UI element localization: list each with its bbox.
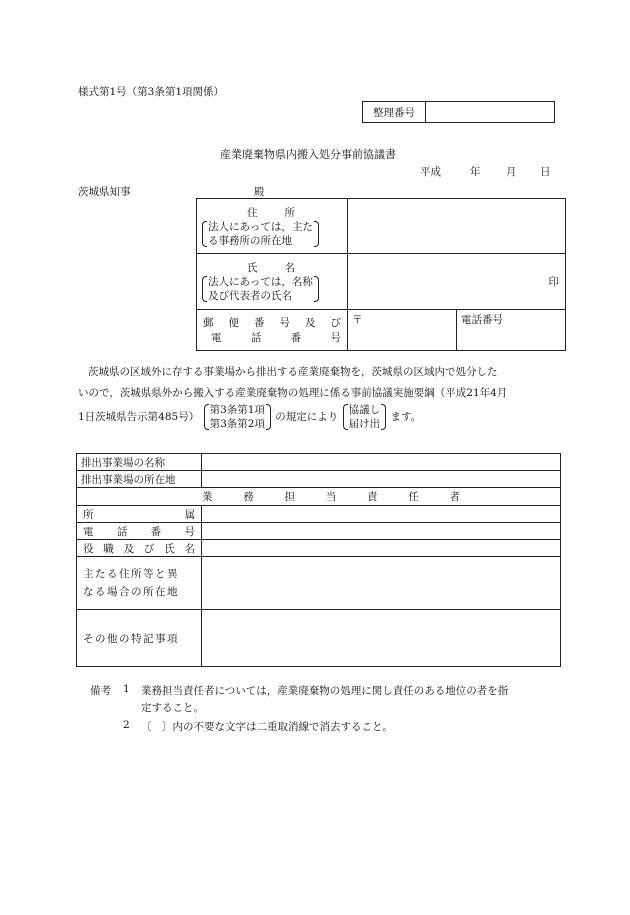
manager-header: 業 務 担 当 責 任 者	[77, 488, 561, 506]
body-line-2: いので，茨城県県外から搬入する産業廃棄物の処理に係る事前協議実施要綱（平成21年4月	[78, 387, 508, 399]
name-note: 法人にあっては，名称 及び代表者の氏名	[201, 275, 320, 303]
note-2-number: 2	[123, 719, 130, 731]
procedure-option[interactable]: 協議し 届け出	[342, 403, 388, 431]
postal-mark: 〒	[352, 314, 363, 326]
manager-phone-label: 電 話 番 号	[77, 523, 202, 540]
postal-label-cell	[197, 310, 348, 351]
reference-number-label: 整理番号	[363, 102, 426, 123]
alt-address-field[interactable]	[202, 557, 561, 610]
site-name-field[interactable]	[202, 454, 561, 471]
address-note: 法人にあっては，主た る事務所の所在地	[201, 220, 320, 248]
applicant-table	[196, 198, 566, 351]
date-month-field[interactable]: 月	[506, 166, 517, 178]
manager-phone-field[interactable]	[202, 523, 561, 540]
reference-number-box	[362, 101, 555, 123]
other-notes-field[interactable]	[202, 610, 561, 667]
name-label: 氏 名	[247, 262, 297, 274]
note-1-line-2: 定すること。	[141, 702, 204, 714]
note-2-text: 〔 〕内の不要な文字は二重取消線で消去すること。	[141, 721, 393, 733]
date-year-field[interactable]: 年	[470, 166, 481, 178]
affiliation-label: 所 属	[77, 506, 202, 523]
document-title: 産業廃棄物県内搬入処分事前協議書	[220, 148, 396, 161]
form-number: 様式第1号（第3条第1項関係）	[78, 86, 225, 98]
details-table	[76, 453, 561, 667]
date-day-field[interactable]: 日	[540, 166, 551, 178]
postal-code-field[interactable]	[348, 310, 457, 351]
site-name-label: 排出事業場の名称	[77, 454, 202, 471]
site-address-label: 排出事業場の所在地	[77, 471, 202, 488]
site-address-field[interactable]	[202, 471, 561, 488]
article-option[interactable]: 第3条第1項 第3条第2項	[203, 403, 272, 431]
alt-address-label: 主たる住所等と異 なる場合の所在地	[77, 557, 202, 610]
reference-number-field[interactable]	[426, 102, 555, 123]
name-field[interactable]	[348, 254, 566, 310]
note-1-line-1: 業務担当責任者については，産業廃棄物の処理に関し責任のある地位の者を指	[141, 685, 509, 697]
phone-label: 電話番号	[461, 314, 503, 326]
addressee-honorific: 殿	[254, 186, 265, 198]
position-field[interactable]	[202, 540, 561, 557]
note-1-number: 1	[123, 683, 130, 695]
address-label-cell	[197, 199, 348, 254]
postal-label-line2: 電 話 番 号	[211, 332, 341, 344]
other-notes-label: その他の特記事項	[77, 610, 202, 667]
date-era: 平成	[420, 166, 441, 178]
seal-mark: 印	[548, 276, 559, 288]
affiliation-field[interactable]	[202, 506, 561, 523]
body-line-3: 1日茨城県告示第485号） 第3条第1項 第3条第2項 の規定により 協議し 届け出 ます。	[78, 404, 422, 430]
name-label-cell	[197, 254, 348, 310]
postal-label-line1: 郵 便 番 号 及 び	[203, 317, 341, 329]
address-label: 住 所	[247, 206, 297, 219]
address-field[interactable]	[348, 199, 566, 254]
position-label: 役 職 及 び 氏 名	[77, 540, 202, 557]
addressee-name: 茨城県知事	[78, 186, 131, 198]
notes-heading: 備考	[90, 685, 111, 697]
phone-field[interactable]	[457, 310, 566, 351]
body-line-1: 茨城県の区域外に存する事業場から排出する産業廃棄物を，茨城県の区域内で処分した	[88, 366, 498, 378]
